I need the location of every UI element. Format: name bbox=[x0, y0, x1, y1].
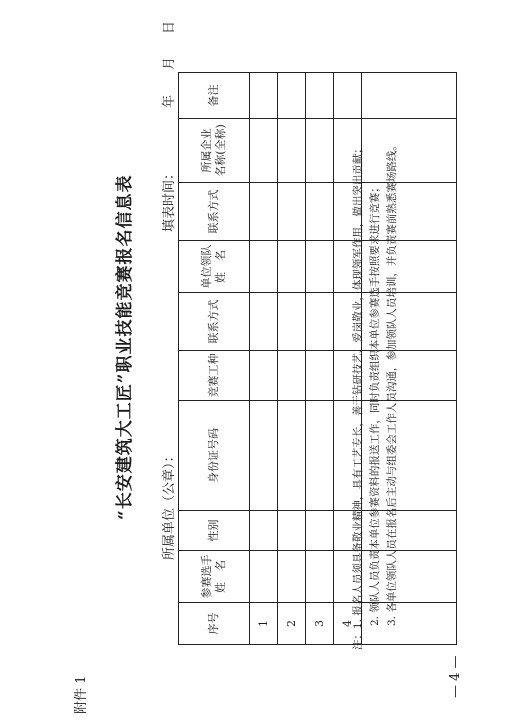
table-cell[interactable] bbox=[306, 183, 334, 241]
table-cell[interactable] bbox=[362, 73, 457, 119]
table-cell[interactable] bbox=[334, 73, 362, 119]
col-header-contestant-name: 参赛选手 姓 名 bbox=[179, 551, 250, 603]
col-header-id-number: 身份证号码 bbox=[179, 401, 250, 511]
table-cell[interactable] bbox=[278, 351, 306, 401]
registration-table bbox=[178, 72, 457, 645]
col-header-trade: 竞赛工种 bbox=[179, 351, 250, 401]
row-seq: 3 bbox=[306, 603, 334, 645]
table-cell[interactable] bbox=[306, 401, 334, 511]
table-cell[interactable] bbox=[250, 401, 278, 511]
col-header-contact: 联系方式 bbox=[179, 293, 250, 351]
note-line-1: 注：1. 报名人员须具备敬业精神，具有工艺专长，善于钻研技艺、爱岗敬业，体现领军作用，做出突出贡献； bbox=[352, 143, 364, 650]
table-cell[interactable] bbox=[306, 73, 334, 119]
col-header-leader-contact: 联系方式 bbox=[179, 183, 250, 241]
table-cell[interactable] bbox=[250, 241, 278, 293]
day-label: 日 bbox=[162, 20, 177, 34]
page-title: “长安建筑大工匠”职业技能竞赛报名信息表 bbox=[115, 174, 135, 520]
table-cell[interactable] bbox=[306, 293, 334, 351]
table-cell[interactable] bbox=[306, 511, 334, 551]
note-line-3: 3. 各单位领队人员在报名后主动与组委会工作人员沟通，参加领队人员培训，并负责赛前熟悉赛场路线。 bbox=[386, 140, 398, 626]
table-cell[interactable] bbox=[306, 551, 334, 603]
page-number: — 4 — bbox=[448, 655, 463, 698]
table-cell[interactable] bbox=[306, 241, 334, 293]
table-cell[interactable] bbox=[278, 119, 306, 183]
table-row bbox=[250, 73, 278, 645]
row-seq: 2 bbox=[278, 603, 306, 645]
attachment-label: 附件 1 bbox=[74, 675, 89, 714]
table-cell[interactable] bbox=[278, 401, 306, 511]
table-cell[interactable] bbox=[278, 183, 306, 241]
table-cell[interactable] bbox=[306, 119, 334, 183]
table-cell[interactable] bbox=[250, 551, 278, 603]
table-row bbox=[306, 73, 334, 645]
table-cell[interactable] bbox=[278, 73, 306, 119]
table-row bbox=[278, 73, 306, 645]
row-seq: 4 bbox=[334, 603, 362, 645]
table-cell[interactable] bbox=[250, 511, 278, 551]
col-header-seq: 序号 bbox=[179, 603, 250, 645]
fill-time-label: 填表时间： bbox=[162, 166, 177, 232]
table-cell[interactable] bbox=[278, 511, 306, 551]
row-seq: 1 bbox=[250, 603, 278, 645]
table-cell[interactable] bbox=[306, 351, 334, 401]
notes-block bbox=[350, 140, 401, 650]
col-header-leader-name: 单位领队 姓 名 bbox=[179, 241, 250, 293]
table-cell[interactable] bbox=[250, 351, 278, 401]
year-label: 年 bbox=[162, 94, 177, 108]
col-header-remarks: 备注 bbox=[179, 73, 250, 119]
col-header-company: 所属企业 名称(全称) bbox=[179, 119, 250, 183]
table-cell[interactable] bbox=[250, 293, 278, 351]
month-label: 月 bbox=[162, 56, 177, 70]
table-cell[interactable] bbox=[250, 73, 278, 119]
col-header-gender: 性别 bbox=[179, 511, 250, 551]
table-cell[interactable] bbox=[278, 241, 306, 293]
table-cell[interactable] bbox=[278, 551, 306, 603]
note-line-2: 2. 领队人员负责本单位参赛资料的报送工作，同时负责组织本单位参赛选手按照要求进行竞赛； bbox=[369, 182, 381, 626]
unit-label: 所属单位（公章）： bbox=[162, 449, 177, 560]
table-cell[interactable] bbox=[250, 183, 278, 241]
table-header-row bbox=[179, 73, 250, 645]
table-cell[interactable] bbox=[278, 293, 306, 351]
table-cell[interactable] bbox=[250, 119, 278, 183]
